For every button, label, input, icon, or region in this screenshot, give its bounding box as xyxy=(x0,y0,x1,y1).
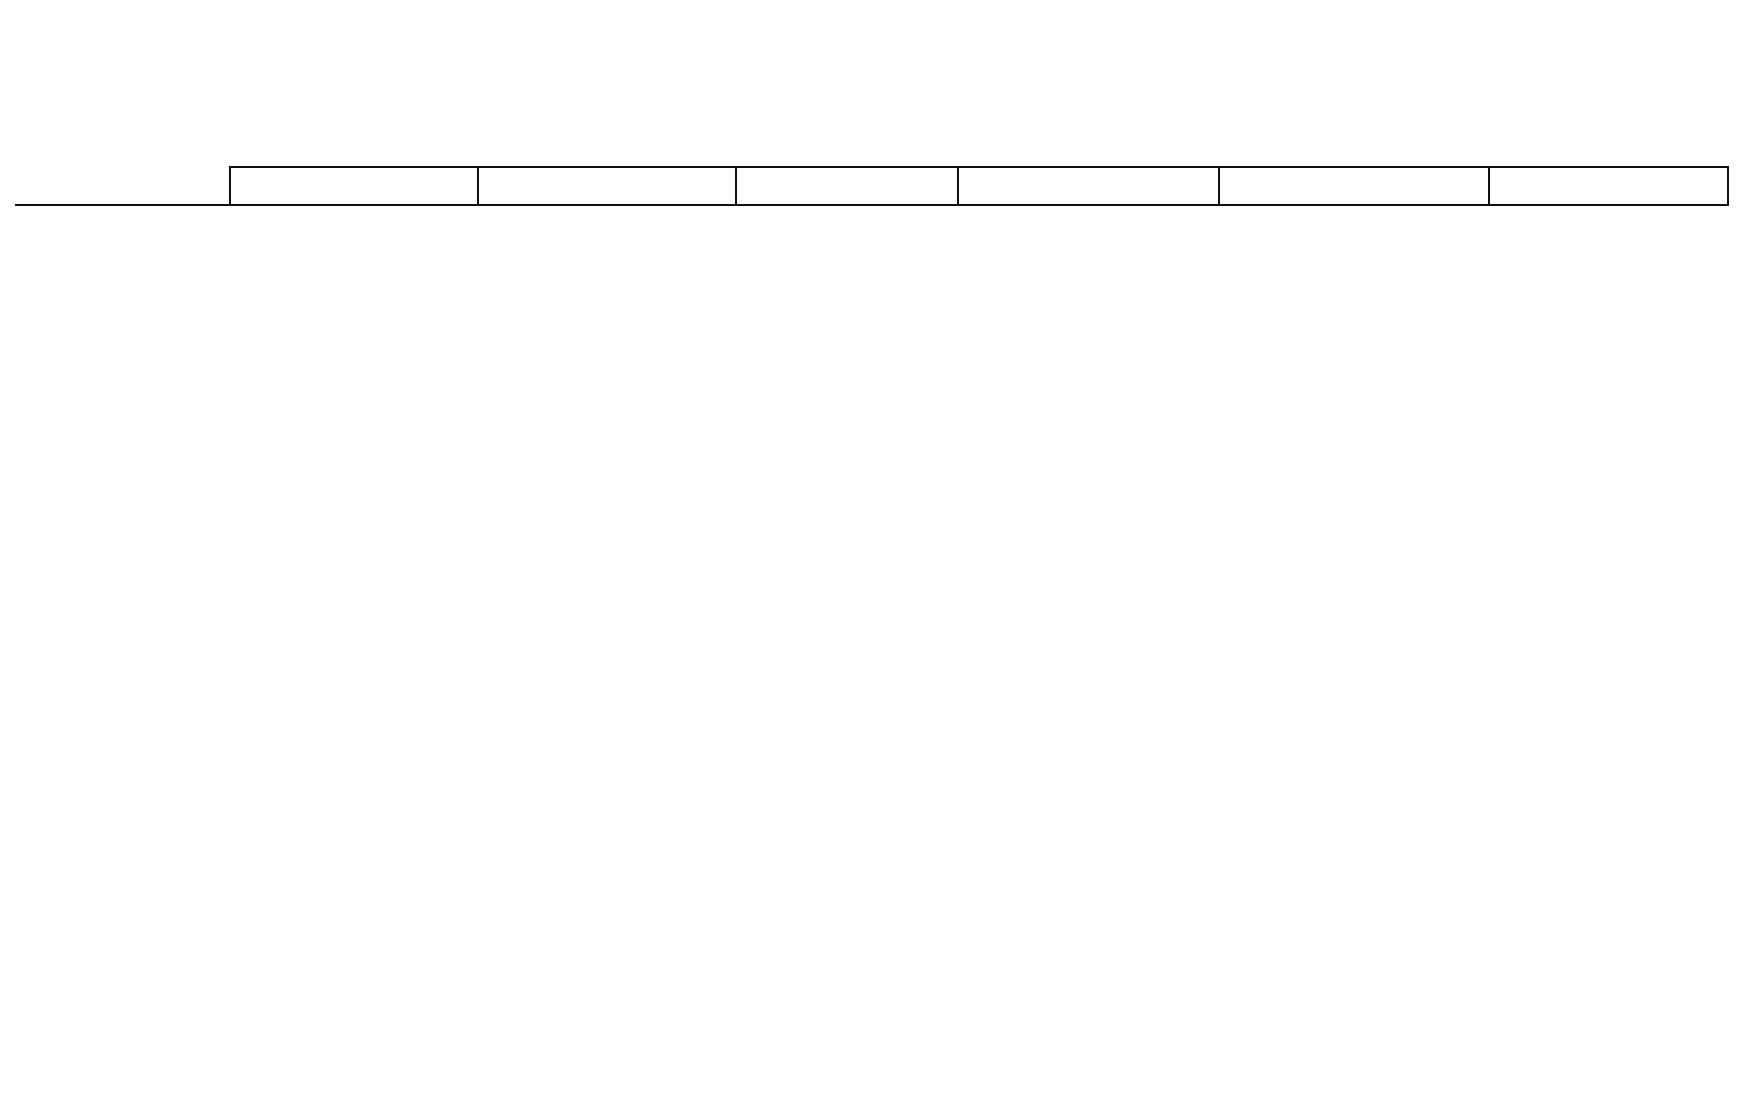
day-header-donnerstag xyxy=(958,167,1219,205)
day-header-row xyxy=(15,167,1728,205)
day-header-samstag xyxy=(1489,167,1728,205)
day-header-freitag xyxy=(1219,167,1489,205)
schedule-table xyxy=(15,166,1729,206)
day-header-mittwoch xyxy=(736,167,958,205)
day-header-montag xyxy=(230,167,478,205)
day-header-dienstag xyxy=(478,167,736,205)
header-corner xyxy=(15,167,230,205)
